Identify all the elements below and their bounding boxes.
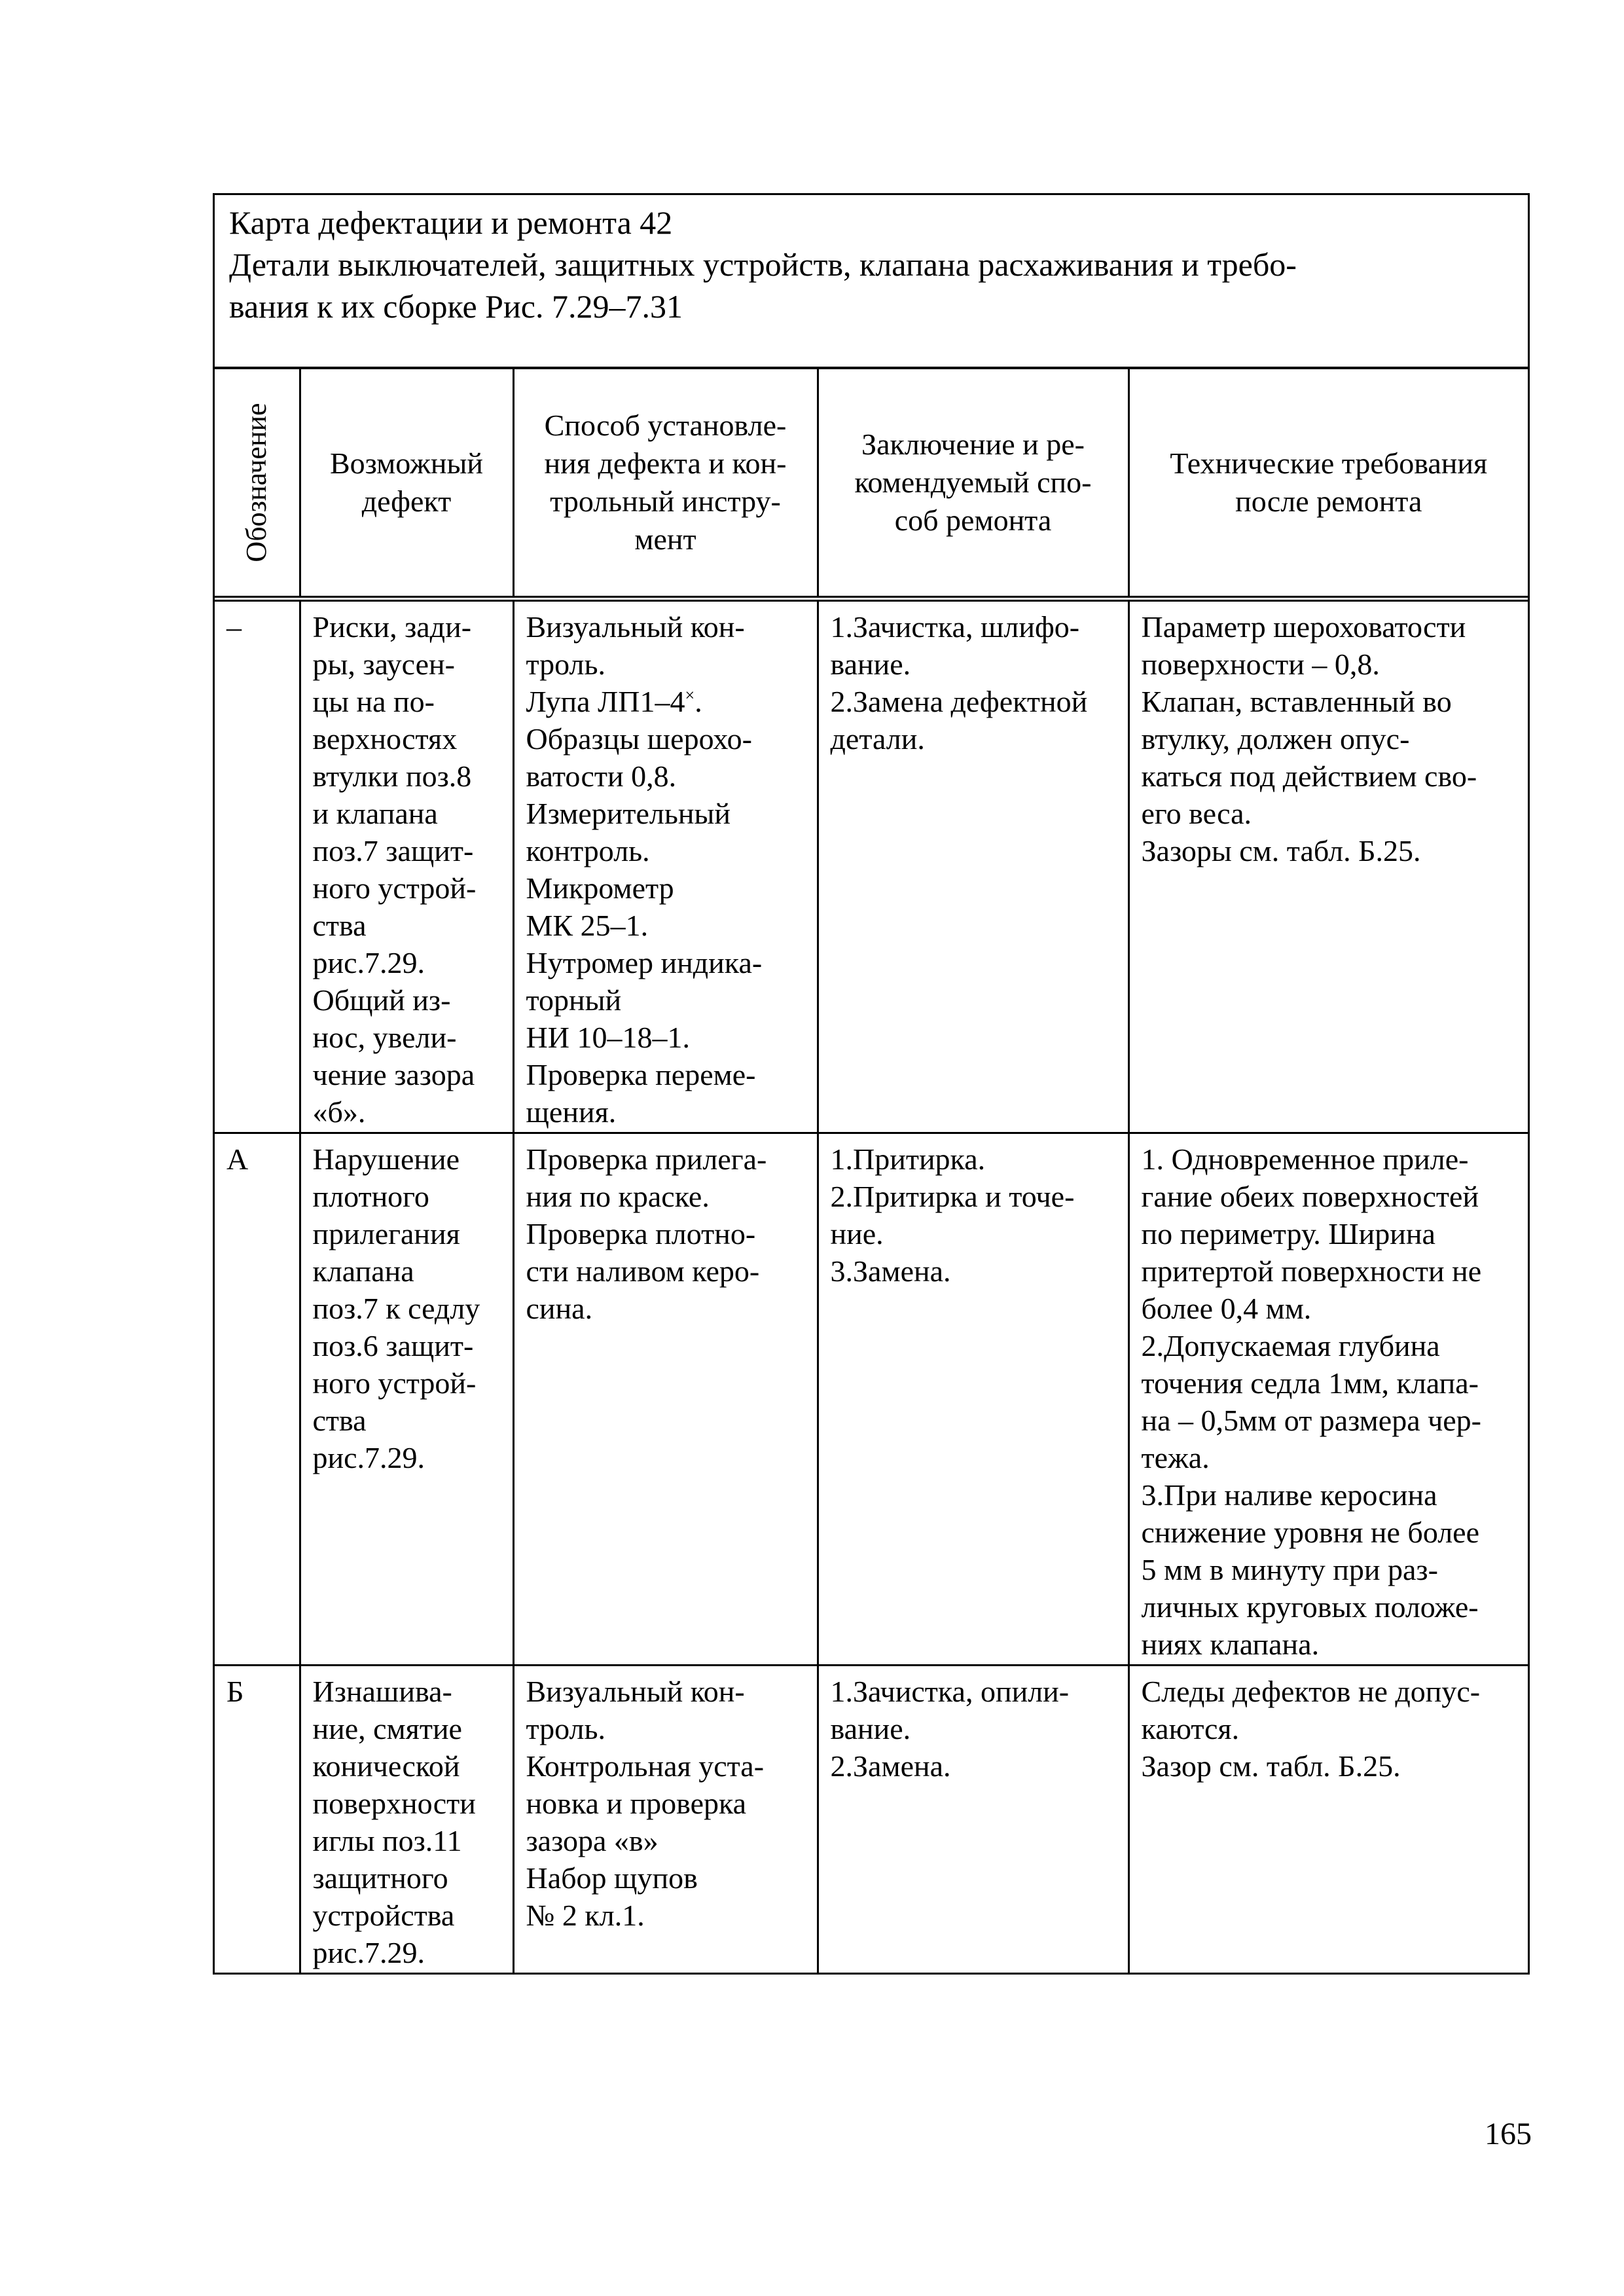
cell-method — [513, 1665, 818, 1973]
text-line: 3.При наливе керосина — [1141, 1478, 1437, 1512]
text-line: ры, заусен- — [312, 647, 455, 681]
text-line: детали. — [830, 721, 925, 756]
text-line: Заключение и ре- — [861, 427, 1085, 461]
text-line: троль. — [526, 647, 605, 681]
text-line: Контрольная уста- — [526, 1749, 765, 1783]
header-row — [215, 368, 1528, 598]
text-line: Набор щупов — [526, 1861, 698, 1895]
text-line: 1.Зачистка, шлифо- — [830, 610, 1080, 644]
header-conclusion — [818, 368, 1128, 598]
text-line: его веса. — [1141, 796, 1252, 830]
text-line: конической — [312, 1749, 460, 1783]
text-line: поверхности — [312, 1786, 476, 1820]
text-line: притертой поверхности не — [1141, 1254, 1482, 1288]
text-line: снижение уровня не более — [1141, 1515, 1480, 1549]
title-line: Карта дефектации и ремонта 42 — [229, 204, 673, 241]
cell-method — [513, 598, 818, 1133]
text-line: рис.7.29. — [312, 945, 425, 979]
text-line: Визуальный кон- — [526, 1674, 745, 1708]
text-line: ного устрой- — [312, 871, 477, 905]
text-line: Зазоры см. табл. Б.25. — [1141, 833, 1421, 867]
loupe-mark: × — [685, 685, 695, 705]
defect-table — [215, 367, 1528, 1973]
text-line: каться под действием сво- — [1141, 759, 1477, 793]
text-line: более 0,4 мм. — [1141, 1291, 1312, 1325]
text-line: Параметр шероховатости — [1141, 610, 1466, 644]
text-line: дефект — [361, 484, 452, 518]
text-line: Способ установле- — [544, 408, 787, 442]
text-line: сина. — [526, 1291, 593, 1325]
text-line: защитного — [312, 1861, 448, 1895]
text-line: Изнашива- — [312, 1674, 452, 1708]
text-line: Общий из- — [312, 983, 451, 1017]
text-line: ватости 0,8. — [526, 759, 677, 793]
text-line: по периметру. Ширина — [1141, 1216, 1435, 1250]
text-line: вание. — [830, 647, 911, 681]
text-line: Нарушение — [312, 1142, 460, 1176]
text-line: комендуемый спо- — [854, 465, 1092, 499]
text-line: Нутромер индика- — [526, 945, 763, 979]
text-line: 1.Зачистка, опили- — [830, 1674, 1070, 1708]
text-line: МК 25–1. — [526, 908, 649, 942]
text-line: 3.Замена. — [830, 1254, 951, 1288]
header-defect — [300, 368, 513, 598]
cell-designation: – — [215, 598, 300, 1133]
text-line: каются. — [1141, 1711, 1240, 1745]
text-line: зазора «в» — [526, 1823, 659, 1857]
text-line: Микрометр — [526, 871, 674, 905]
text-line: соб ремонта — [894, 503, 1052, 537]
card-title — [215, 195, 1528, 367]
text-line: Измерительный — [526, 796, 731, 830]
text-line: цы на по- — [312, 684, 435, 718]
defect-card — [213, 193, 1530, 1975]
cell-defect — [300, 598, 513, 1133]
text-line: ние. — [830, 1216, 884, 1250]
cell-defect — [300, 1133, 513, 1665]
text-line: № 2 кл.1. — [526, 1898, 645, 1932]
cell-method — [513, 1133, 818, 1665]
text-line: втулки поз.8 — [312, 759, 472, 793]
title-line: Детали выключателей, защитных устройств, клапана расхаживания и требо- — [229, 246, 1297, 283]
text-line: 2.Замена дефектной — [830, 684, 1088, 718]
text-line: 2.Притирка и точе- — [830, 1179, 1075, 1213]
text-line: 2.Допускаемая глубина — [1141, 1328, 1440, 1362]
text-line: Следы дефектов не допус- — [1141, 1674, 1481, 1708]
text-line: рис.7.29. — [312, 1440, 425, 1474]
text-line: Технические требования — [1170, 446, 1488, 480]
header-requirements — [1128, 368, 1528, 598]
cell-conclusion — [818, 598, 1128, 1133]
text-line: 5 мм в минуту при раз- — [1141, 1552, 1438, 1586]
text-line: Зазор см. табл. Б.25. — [1141, 1749, 1401, 1783]
text-line: поверхности – 0,8. — [1141, 647, 1380, 681]
text-line: троль. — [526, 1711, 605, 1745]
text-line: Проверка плотно- — [526, 1216, 756, 1250]
text-line: новка и проверка — [526, 1786, 747, 1820]
text-line: втулку, должен опус- — [1141, 721, 1410, 756]
text-line — [526, 683, 808, 720]
text-line: Проверка прилега- — [526, 1142, 767, 1176]
text-line: НИ 10–18–1. — [526, 1020, 690, 1054]
text-line: ния по краске. — [526, 1179, 710, 1213]
text-line: 2.Замена. — [830, 1749, 951, 1783]
title-line: вания к их сборке Рис. 7.29–7.31 — [229, 288, 683, 325]
table-row — [215, 598, 1528, 1133]
text-line: на – 0,5мм от размера чер- — [1141, 1403, 1481, 1437]
text-line: торный — [526, 983, 622, 1017]
text-fragment: Лупа ЛП1–4 — [526, 684, 685, 718]
text-line: Клапан, вставленный во — [1141, 684, 1452, 718]
text-line: поз.7 к седлу — [312, 1291, 480, 1325]
text-line: 1.Притирка. — [830, 1142, 986, 1176]
page-number: 165 — [1485, 2117, 1532, 2151]
text-line: гание обеих поверхностей — [1141, 1179, 1479, 1213]
cell-conclusion — [818, 1133, 1128, 1665]
table-row — [215, 1665, 1528, 1973]
text-line: прилегания — [312, 1216, 460, 1250]
cell-requirements — [1128, 598, 1528, 1133]
text-line: поз.6 защит- — [312, 1328, 474, 1362]
text-line: иглы поз.11 — [312, 1823, 462, 1857]
text-line: Возможный — [329, 446, 484, 480]
cell-designation: Б — [215, 1665, 300, 1973]
text-line: «б». — [312, 1095, 366, 1129]
text-line: мент — [634, 522, 696, 556]
text-line: ства — [312, 1403, 367, 1437]
text-line: 1. Одновременное приле- — [1141, 1142, 1469, 1176]
text-line: трольный инстру- — [550, 484, 781, 518]
table-row — [215, 1133, 1528, 1665]
text-line: Визуальный кон- — [526, 610, 745, 644]
text-line: плотного — [312, 1179, 429, 1213]
text-line: нос, увели- — [312, 1020, 457, 1054]
text-fragment: . — [695, 684, 702, 718]
text-line: сти наливом керо- — [526, 1254, 760, 1288]
text-line: клапана — [312, 1254, 414, 1288]
text-line: вание. — [830, 1711, 911, 1745]
cell-requirements — [1128, 1133, 1528, 1665]
text-line: после ремонта — [1235, 484, 1422, 518]
text-line: ства — [312, 908, 367, 942]
cell-requirements — [1128, 1665, 1528, 1973]
text-line: ние, смятие — [312, 1711, 462, 1745]
text-line: Проверка переме- — [526, 1057, 756, 1091]
cell-conclusion — [818, 1665, 1128, 1973]
text-line: устройства — [312, 1898, 455, 1932]
text-line: верхностях — [312, 721, 458, 756]
text-line: контроль. — [526, 833, 650, 867]
cell-designation: А — [215, 1133, 300, 1665]
text-line: Образцы шерохо- — [526, 721, 752, 756]
text-line: Риски, зади- — [312, 610, 472, 644]
text-line: поз.7 защит- — [312, 833, 474, 867]
text-line: ниях клапана. — [1141, 1627, 1320, 1661]
text-line: и клапана — [312, 796, 438, 830]
text-line: личных круговых положе- — [1141, 1590, 1479, 1624]
text-line: точения седла 1мм, клапа- — [1141, 1366, 1479, 1400]
text-line: тежа. — [1141, 1440, 1210, 1474]
header-method — [513, 368, 818, 598]
header-designation — [215, 368, 300, 598]
text-line: чение зазора — [312, 1057, 475, 1091]
header-designation-label: Обозначение — [240, 403, 273, 562]
text-line: ния дефекта и кон- — [544, 446, 787, 480]
text-line: щения. — [526, 1095, 617, 1129]
text-line: рис.7.29. — [312, 1935, 425, 1969]
text-line: ного устрой- — [312, 1366, 477, 1400]
cell-defect — [300, 1665, 513, 1973]
